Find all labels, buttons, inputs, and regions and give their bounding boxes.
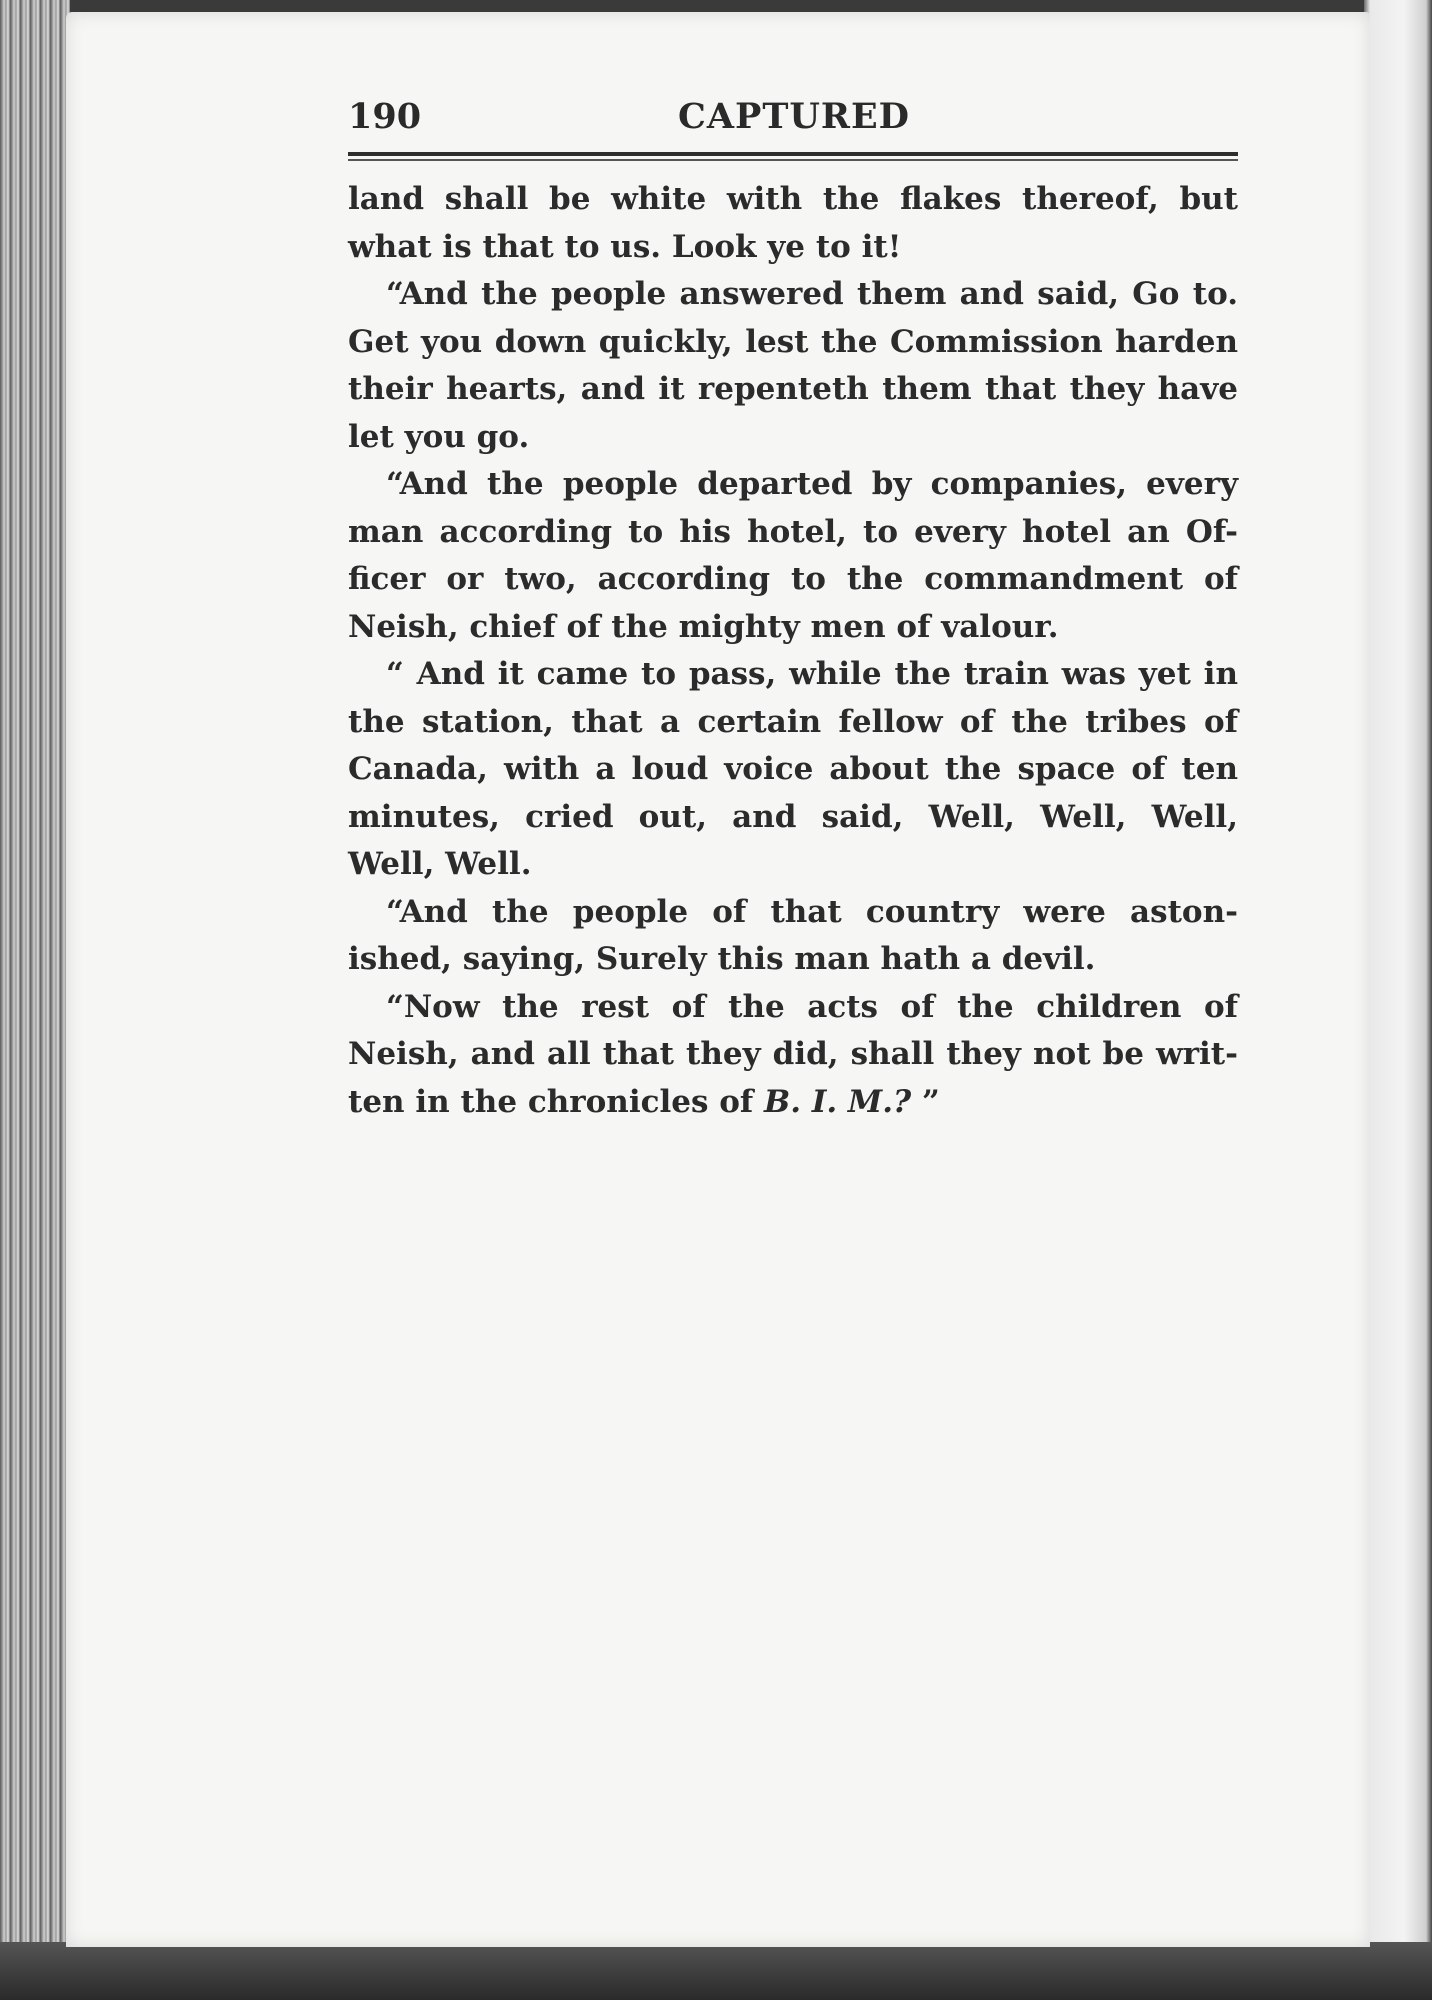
text-line: Get you down quickly, lest the Commission harden <box>348 323 1238 360</box>
body-text <box>348 176 1238 1126</box>
text-line: their hearts, and it repenteth them that they have <box>348 371 1238 407</box>
text-line: what is that to us. Look ye to it! <box>348 228 902 265</box>
page-right-edge <box>1364 0 1432 2000</box>
text-line: let you go. <box>348 418 530 455</box>
running-head <box>348 96 1238 142</box>
text-line: ficer or two, according to the commandment of <box>348 561 1238 597</box>
running-title: CAPTURED <box>678 96 911 137</box>
text-line: Canada, with a loud voice about the space of ten <box>348 751 1238 787</box>
text-line: Well, Well. <box>348 846 532 882</box>
text-line: “And the people departed by companies, every <box>386 466 1238 502</box>
chronicle-abbreviation: B. I. M.? <box>764 1083 912 1120</box>
text-line: ished, saying, Surely this man hath a devil. <box>348 941 1096 977</box>
bottom-shadow <box>0 1942 1432 2000</box>
page-stack-left-edge <box>0 0 70 2000</box>
page-number: 190 <box>348 96 422 137</box>
text-line-final <box>348 1079 1238 1127</box>
text-line: Neish, chief of the mighty men of valour. <box>348 608 1059 645</box>
text-line: the station, that a certain fellow of the tribes of <box>348 703 1238 740</box>
header-rule-thin <box>348 159 1238 161</box>
text-line: “And the people of that country were aston- <box>386 893 1238 930</box>
header-rule-thick <box>348 152 1238 156</box>
text-line: Neish, and all that they did, shall they not be writ- <box>348 1036 1238 1072</box>
text-line: “ And it came to pass, while the train was yet in <box>386 656 1238 692</box>
text-line: minutes, cried out, and said, Well, Well, Well, <box>348 798 1238 835</box>
closing-quote: ” <box>911 1083 940 1120</box>
text-line: man according to his hotel, to every hotel an Of- <box>348 513 1238 550</box>
text-line: land shall be white with the flakes thereof, but <box>348 181 1238 217</box>
text-line: “Now the rest of the acts of the children of <box>386 988 1238 1025</box>
text-line: “And the people answered them and said, Go to. <box>386 276 1238 312</box>
final-line-start: ten in the chronicles of <box>348 1083 765 1120</box>
